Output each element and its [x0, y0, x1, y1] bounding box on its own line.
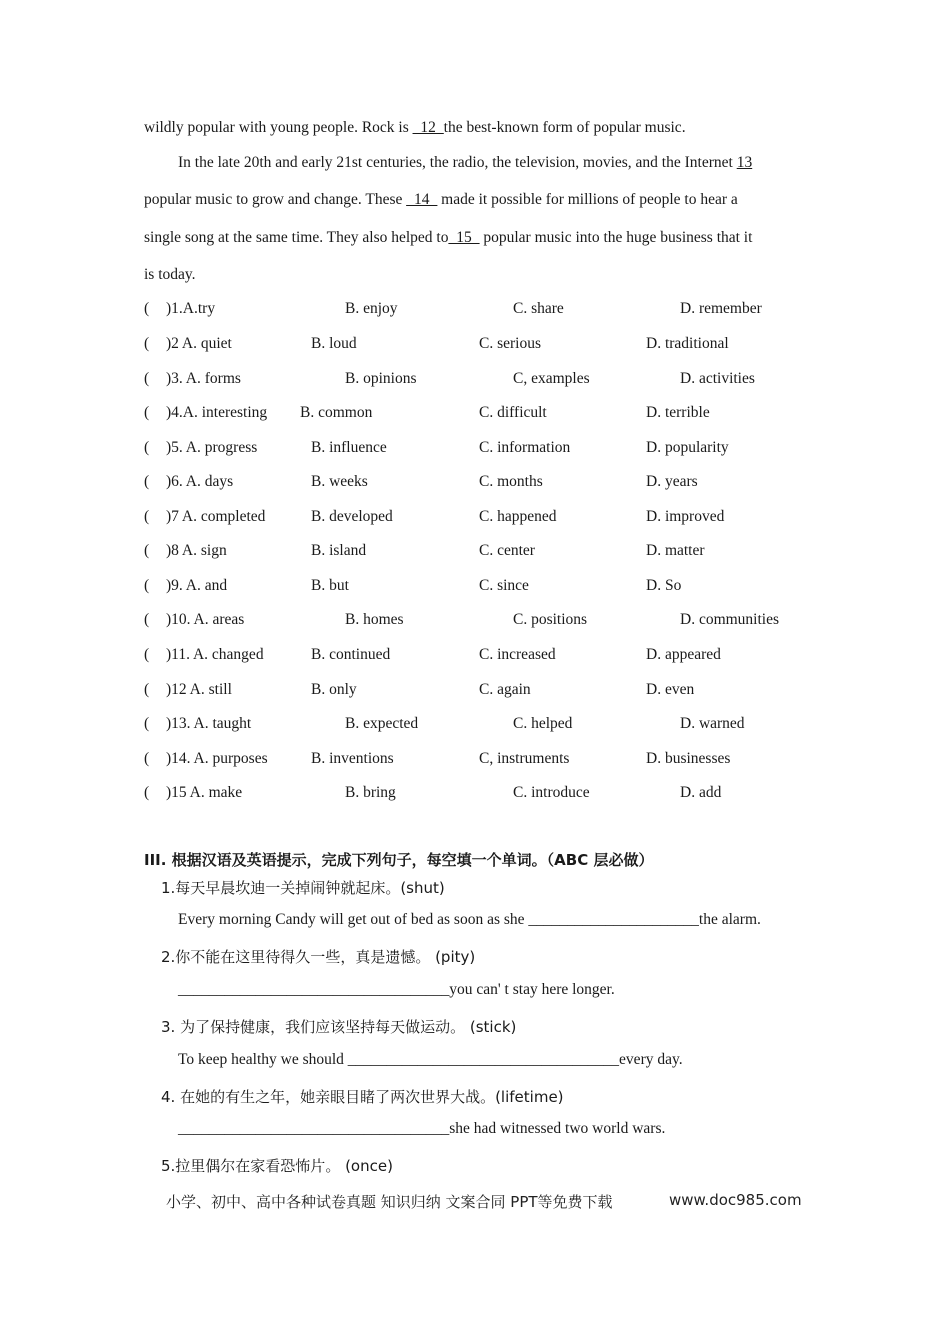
option-a: )6. A. days — [166, 473, 234, 490]
question-row — [144, 542, 844, 562]
answer-paren[interactable]: ( — [144, 715, 150, 732]
sentence-2-en[interactable]: ___________________________________you can' t stay here longer. — [178, 981, 615, 998]
option-b: B. continued — [311, 646, 391, 663]
option-a: )14. A. purposes — [166, 750, 268, 767]
option-b: B. common — [300, 404, 373, 421]
sentence-4-cn: 4. 在她的有生之年，她亲眼目睹了两次世界大战。(lifetime) — [161, 1088, 564, 1106]
option-d: D. add — [680, 784, 722, 801]
option-a: )15 A. make — [166, 784, 243, 801]
passage-line-2: In the late 20th and early 21st centuries, the radio, the television, movies, and the Internet 13 — [178, 154, 753, 171]
option-d: D. improved — [646, 508, 725, 525]
option-d: D. warned — [680, 715, 745, 732]
option-c: C. helped — [513, 715, 573, 732]
option-c: C. months — [479, 473, 543, 490]
sentence-3-en[interactable]: To keep healthy we should ___________________________________every day. — [178, 1051, 683, 1068]
option-b: B. only — [311, 681, 357, 698]
option-c: C. since — [479, 577, 529, 594]
option-c: C. happened — [479, 508, 557, 525]
option-c: C. difficult — [479, 404, 547, 421]
question-row — [144, 508, 844, 528]
answer-paren[interactable]: ( — [144, 681, 150, 698]
option-c: C, examples — [513, 370, 590, 387]
answer-paren[interactable]: ( — [144, 473, 150, 490]
option-b: B. homes — [345, 611, 404, 628]
option-a: )12 A. still — [166, 681, 232, 698]
answer-paren[interactable]: ( — [144, 577, 150, 594]
option-a: )3. A. forms — [166, 370, 241, 387]
option-c: C. positions — [513, 611, 588, 628]
option-c: C. introduce — [513, 784, 590, 801]
answer-paren[interactable]: ( — [144, 750, 150, 767]
answer-paren[interactable]: ( — [144, 404, 150, 421]
option-b: B. developed — [311, 508, 393, 525]
option-b: B. island — [311, 542, 367, 559]
question-row — [144, 404, 844, 424]
sentence-1-en[interactable]: Every morning Candy will get out of bed as soon as she ______________________the alarm. — [178, 911, 761, 928]
option-a: )2 A. quiet — [166, 335, 232, 352]
sentence-3-cn: 3. 为了保持健康，我们应该坚持每天做运动。 (stick) — [161, 1018, 517, 1036]
option-d: D. businesses — [646, 750, 731, 767]
option-a: )4.A. interesting — [166, 404, 268, 421]
option-c: C, instruments — [479, 750, 570, 767]
question-row — [144, 681, 844, 701]
sentence-2-cn: 2.你不能在这里待得久一些，真是遗憾。 (pity) — [161, 948, 476, 966]
option-d: D. even — [646, 681, 695, 698]
option-c: C. information — [479, 439, 571, 456]
sentence-5-cn: 5.拉里偶尔在家看恐怖片。 (once) — [161, 1157, 393, 1175]
option-d: D. terrible — [646, 404, 710, 421]
answer-paren[interactable]: ( — [144, 439, 150, 456]
answer-paren[interactable]: ( — [144, 335, 150, 352]
option-c: C. increased — [479, 646, 556, 663]
passage-line-3: popular music to grow and change. These _14_ made it possible for millions of people to hear a — [144, 191, 738, 208]
option-a: )5. A. progress — [166, 439, 258, 456]
question-row — [144, 335, 844, 355]
question-row — [144, 473, 844, 493]
answer-paren[interactable]: ( — [144, 370, 150, 387]
option-b: B. weeks — [311, 473, 368, 490]
sentence-4-en[interactable]: ___________________________________she had witnessed two world wars. — [178, 1120, 666, 1137]
option-d: D. years — [646, 473, 698, 490]
option-b: B. but — [311, 577, 349, 594]
option-d: D. traditional — [646, 335, 729, 352]
option-d: D. remember — [680, 300, 762, 317]
option-d: D. So — [646, 577, 682, 594]
option-b: B. opinions — [345, 370, 417, 387]
question-row — [144, 784, 844, 804]
question-row — [144, 611, 844, 631]
question-row — [144, 646, 844, 666]
option-c: C. share — [513, 300, 564, 317]
blank-13: 13 — [736, 154, 753, 171]
sentence-1-cn: 1.每天早晨坎迪一关掉闹钟就起床。(shut) — [161, 879, 445, 897]
option-c: C. serious — [479, 335, 541, 352]
option-c: C. again — [479, 681, 531, 698]
option-b: B. influence — [311, 439, 387, 456]
footer-url[interactable]: www.doc985.com — [669, 1191, 802, 1209]
option-d: D. activities — [680, 370, 755, 387]
option-b: B. loud — [311, 335, 357, 352]
answer-paren[interactable]: ( — [144, 646, 150, 663]
option-d: D. communities — [680, 611, 780, 628]
answer-paren[interactable]: ( — [144, 611, 150, 628]
option-b: B. inventions — [311, 750, 394, 767]
passage-line-5: is today. — [144, 266, 196, 283]
option-a: )13. A. taught — [166, 715, 252, 732]
section-3-heading: III. 根据汉语及英语提示，完成下列句子，每空填一个单词。（ABC 层必做） — [144, 851, 654, 869]
answer-paren[interactable]: ( — [144, 784, 150, 801]
question-row — [144, 715, 844, 735]
blank-14: _14_ — [406, 191, 438, 208]
option-c: C. center — [479, 542, 535, 559]
option-a: )10. A. areas — [166, 611, 245, 628]
option-d: D. appeared — [646, 646, 721, 663]
answer-paren[interactable]: ( — [144, 508, 150, 525]
question-row — [144, 750, 844, 770]
option-a: )11. A. changed — [166, 646, 264, 663]
option-a: )7 A. completed — [166, 508, 266, 525]
passage-line-1: wildly popular with young people. Rock is _12_the best-known form of popular music. — [144, 119, 686, 136]
option-a: )9. A. and — [166, 577, 228, 594]
question-row — [144, 370, 844, 390]
blank-12: _12_ — [412, 119, 444, 136]
question-row — [144, 439, 844, 459]
answer-paren[interactable]: ( — [144, 542, 150, 559]
footer-text: 小学、初中、高中各种试卷真题 知识归纳 文案合同 PPT等免费下载 — [166, 1193, 613, 1211]
question-row — [144, 577, 844, 597]
option-b: B. expected — [345, 715, 419, 732]
option-a: )8 A. sign — [166, 542, 227, 559]
option-b: B. enjoy — [345, 300, 398, 317]
option-d: D. matter — [646, 542, 705, 559]
passage-line-4: single song at the same time. They also helped to_15_ popular music into the huge business that it — [144, 229, 753, 246]
option-a: )1.A.try — [166, 300, 216, 317]
answer-paren[interactable]: ( — [144, 300, 150, 317]
option-b: B. bring — [345, 784, 396, 801]
blank-15: _15_ — [448, 229, 480, 246]
option-d: D. popularity — [646, 439, 729, 456]
question-row — [144, 300, 844, 320]
